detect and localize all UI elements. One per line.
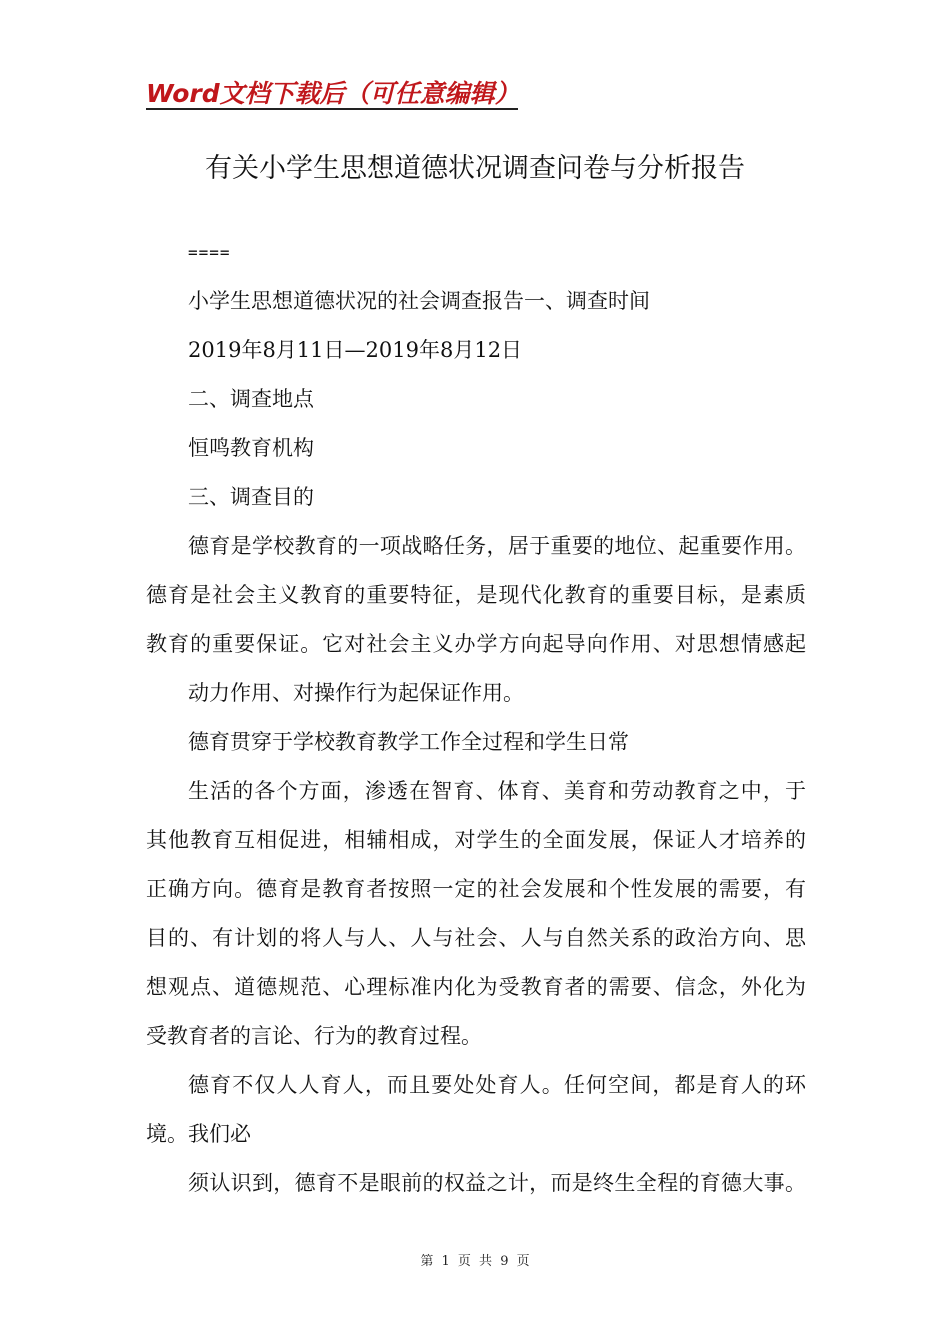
- paragraph-line-text: 德育不仅人人育人，而且要处处育人。任何空间，都是育人的环: [188, 1073, 806, 1097]
- paragraph-line-text: 教育的重要保证。它对社会主义办学方向起导向作用、对思想情感起: [146, 632, 806, 656]
- paragraph-line: [146, 571, 806, 620]
- paragraph-line-text: 目的、有计划的将人与人、人与社会、人与自然关系的政治方向、思: [146, 926, 806, 950]
- paragraph-line: [146, 1159, 806, 1208]
- paragraph-line-text: 生活的各个方面，渗透在智育、体育、美育和劳动教育之中，于: [188, 779, 806, 803]
- section-heading: 三、调查目的: [188, 485, 314, 509]
- banner-text: Word文档下载后（可任意编辑）: [146, 79, 520, 108]
- paragraph-line: [146, 620, 806, 669]
- paragraph-line: 小学生思想道德状况的社会调查报告一、调查时间: [188, 289, 650, 313]
- paragraph-line-text: 想观点、道德规范、心理标准内化为受教育者的需要、信念，外化为: [146, 975, 806, 999]
- paragraph-line: 境。我们必: [146, 1122, 251, 1146]
- paragraph-line: [146, 914, 806, 963]
- paragraph-line-text: 其他教育互相促进，相辅相成，对学生的全面发展，保证人才培养的: [146, 828, 806, 852]
- paragraph-line-text: 正确方向。德育是教育者按照一定的社会发展和个性发展的需要，有: [146, 877, 806, 901]
- document-body: [146, 228, 806, 1208]
- paragraph-line: 2019年8月11日—2019年8月12日: [188, 338, 523, 362]
- paragraph-line: [146, 816, 806, 865]
- paragraph-line: [146, 963, 806, 1012]
- page-number: 第 1 页 共 9 页: [420, 1254, 530, 1269]
- paragraph-line: [146, 1061, 806, 1110]
- document-title: 有关小学生思想道德状况调查问卷与分析报告: [205, 153, 745, 184]
- separator-line: ====: [188, 243, 231, 262]
- download-banner: [146, 74, 518, 110]
- paragraph-line: 动力作用、对操作行为起保证作用。: [188, 681, 524, 705]
- paragraph-line: 恒鸣教育机构: [188, 436, 314, 460]
- paragraph-line: 受教育者的言论、行为的教育过程。: [146, 1024, 482, 1048]
- paragraph-line-text: 德育是学校教育的一项战略任务，居于重要的地位、起重要作用。: [188, 534, 806, 558]
- paragraph-line: [146, 767, 806, 816]
- paragraph-line-text: 须认识到，德育不是眼前的权益之计，而是终生全程的育德大事。: [188, 1171, 806, 1195]
- section-heading: 二、调查地点: [188, 387, 314, 411]
- paragraph-line: [146, 865, 806, 914]
- paragraph-line: [146, 522, 806, 571]
- paragraph-line-text: 德育是社会主义教育的重要特征，是现代化教育的重要目标，是素质: [146, 583, 806, 607]
- paragraph-line: 德育贯穿于学校教育教学工作全过程和学生日常: [188, 730, 629, 754]
